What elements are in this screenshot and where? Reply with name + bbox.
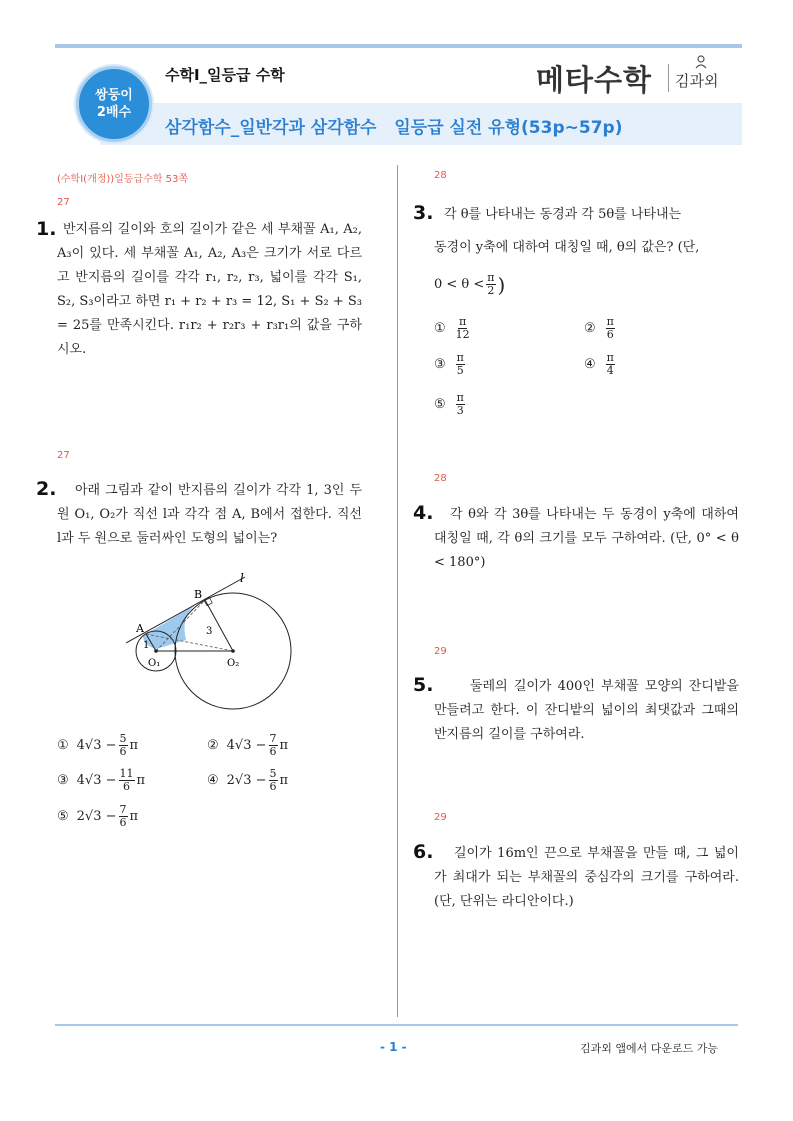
option-fraction bbox=[606, 352, 615, 377]
option-mark: ④ bbox=[207, 773, 219, 788]
meta-math-logo: 메타수학 bbox=[536, 63, 653, 97]
frac-den: 3 bbox=[456, 404, 464, 417]
frac-den: 6 bbox=[119, 816, 127, 829]
option-post: π bbox=[129, 809, 139, 824]
question-5-text: 둘레의 길이가 400인 부채꼴 모양의 잔디밭을 만들려고 한다. 이 잔디밭의 넓이의 최댓값과 그때의 반지름의 길이를 구하여라. bbox=[434, 679, 739, 742]
option-mark: ② bbox=[207, 738, 219, 753]
option-post: π bbox=[279, 773, 289, 788]
label-b: B bbox=[194, 588, 203, 601]
cond-pre: 0 < θ < bbox=[434, 277, 485, 292]
header-subtitle: 삼각함수_일반각과 삼각함수 일등급 실전 유형(53p~57p) bbox=[165, 118, 623, 138]
badge-line1: 쌍둥이 bbox=[95, 88, 133, 103]
frac-num: π bbox=[606, 351, 614, 364]
option-fraction bbox=[606, 316, 615, 341]
option-fraction bbox=[119, 733, 128, 758]
q3-option-4[interactable] bbox=[584, 352, 617, 377]
label-r2: 3 bbox=[206, 626, 213, 637]
frac-den: 6 bbox=[269, 780, 277, 793]
q2-option-1[interactable] bbox=[57, 733, 138, 758]
question-1-page: 27 bbox=[57, 197, 70, 208]
q2-option-2[interactable] bbox=[207, 733, 288, 758]
question-2-page: 27 bbox=[57, 450, 70, 461]
question-3-number: 3. bbox=[413, 202, 434, 224]
label-o1: O₁ bbox=[148, 658, 161, 669]
frac-num: π bbox=[487, 271, 495, 284]
cond-fraction bbox=[486, 272, 495, 297]
frac-num: π bbox=[456, 351, 464, 364]
page-number: - 1 - bbox=[380, 1040, 407, 1054]
option-post: π bbox=[136, 773, 146, 788]
question-2-number: 2. bbox=[36, 478, 57, 500]
question-3-text-line2: 동경이 y축에 대하여 대칭일 때, θ의 값은? (단, bbox=[434, 240, 700, 255]
question-3-condition bbox=[434, 272, 505, 297]
frac-num: 7 bbox=[119, 803, 127, 816]
question-6-page: 29 bbox=[434, 812, 447, 823]
download-note: 김과외 앱에서 다운로드 가능 bbox=[580, 1042, 719, 1055]
option-mark: ⑤ bbox=[57, 809, 69, 824]
question-1-number: 1. bbox=[36, 218, 57, 240]
q3-option-1[interactable] bbox=[434, 316, 472, 341]
option-fraction bbox=[119, 768, 135, 793]
question-5-page: 29 bbox=[434, 646, 447, 657]
logo-separator bbox=[668, 64, 669, 92]
option-post: π bbox=[279, 738, 289, 753]
frac-den: 4 bbox=[606, 364, 614, 377]
option-post: π bbox=[129, 738, 139, 753]
question-5-number: 5. bbox=[413, 674, 434, 696]
label-a: A bbox=[136, 622, 144, 635]
badge-line2: 2배수 bbox=[96, 105, 132, 120]
label-l: l bbox=[240, 571, 244, 585]
option-pre: 2√3 − bbox=[226, 773, 267, 788]
question-3-page: 28 bbox=[434, 170, 447, 181]
frac-den: 6 bbox=[269, 745, 277, 758]
two-circles-tangent-figure bbox=[118, 570, 318, 710]
option-pre: 4√3 − bbox=[76, 738, 117, 753]
q3-option-2[interactable] bbox=[584, 316, 617, 341]
q2-option-4[interactable] bbox=[207, 768, 288, 793]
point-o1 bbox=[154, 649, 158, 653]
frac-den: 5 bbox=[456, 364, 464, 377]
frac-num: π bbox=[459, 315, 467, 328]
option-pre: 4√3 − bbox=[226, 738, 267, 753]
question-2-text: 아래 그림과 같이 반지름의 길이가 각각 1, 3인 두 원 O₁, O₂가 직선 l과 각각 점 A, B에서 접한다. 직선 l과 두 원으로 둘러싸인 도형의 넓이는? bbox=[57, 483, 362, 546]
kimgwaoe-logo: 김과외 bbox=[675, 72, 719, 90]
frac-num: 5 bbox=[269, 767, 277, 780]
option-pre: 4√3 − bbox=[76, 773, 117, 788]
label-o2: O₂ bbox=[227, 658, 240, 669]
frac-den: 6 bbox=[119, 745, 127, 758]
option-mark: ① bbox=[57, 738, 69, 753]
option-fraction bbox=[269, 768, 278, 793]
header-title: 수학Ⅰ_일등급 수학 bbox=[165, 66, 285, 84]
frac-den: 6 bbox=[606, 328, 614, 341]
option-mark: ② bbox=[584, 321, 596, 336]
twin-badge bbox=[76, 66, 152, 142]
q3-option-5[interactable] bbox=[434, 392, 467, 417]
footer-line bbox=[55, 1024, 738, 1026]
question-1-text: 반지름의 길이와 호의 길이가 같은 세 부채꼴 A₁, A₂, A₃이 있다. 세 부채꼴 A₁, A₂, A₃은 크기가 서로 다르고 반지름의 길이를 각각 r₁, r₂, r₃, 넓이를 각각 S₁, S₂, S₃이라고 하면 r₁ + r₂ + r₃ = 12, S₁ + S₂ + S₃ = 25를 만족시킨다. r₁r₂ + r₂r₃ + r₃r₁의 값을 구하시오. bbox=[57, 222, 362, 357]
column-divider bbox=[397, 165, 398, 1017]
frac-den: 6 bbox=[123, 780, 131, 793]
question-3-text-line1: 각 θ를 나타내는 동경과 각 5θ를 나타내는 bbox=[444, 207, 682, 222]
frac-num: π bbox=[606, 315, 614, 328]
frac-num: 7 bbox=[269, 732, 277, 745]
person-icon bbox=[694, 55, 708, 69]
question-4-number: 4. bbox=[413, 502, 434, 524]
option-fraction bbox=[119, 804, 128, 829]
option-fraction bbox=[456, 316, 470, 341]
source-note: (수학I(개정))일등급수학 53쪽 bbox=[57, 174, 189, 185]
cond-post: ) bbox=[497, 272, 506, 297]
point-o2 bbox=[231, 649, 235, 653]
q3-option-3[interactable] bbox=[434, 352, 467, 377]
frac-num: 5 bbox=[119, 732, 127, 745]
option-fraction bbox=[456, 352, 465, 377]
question-4-text: 각 θ와 각 3θ를 나타내는 두 동경이 y축에 대하여 대칭일 때, 각 θ의 크기를 모두 구하여라. (단, 0° < θ < 180°) bbox=[434, 507, 739, 570]
q2-option-5[interactable] bbox=[57, 804, 138, 829]
option-mark: ⑤ bbox=[434, 397, 446, 412]
question-6-text: 길이가 16m인 끈으로 부채꼴을 만들 때, 그 넓이가 최대가 되는 부채꼴의 중심각의 크기를 구하여라. (단, 단위는 라디안이다.) bbox=[434, 846, 739, 909]
option-fraction bbox=[456, 392, 465, 417]
q2-option-3[interactable] bbox=[57, 768, 145, 793]
option-pre: 2√3 − bbox=[76, 809, 117, 824]
option-fraction bbox=[269, 733, 278, 758]
frac-num: π bbox=[456, 391, 464, 404]
question-6-number: 6. bbox=[413, 841, 434, 863]
frac-num: 11 bbox=[119, 767, 134, 780]
option-mark: ① bbox=[434, 321, 446, 336]
option-mark: ③ bbox=[57, 773, 69, 788]
frac-den: 12 bbox=[455, 328, 470, 341]
label-r1: 1 bbox=[143, 640, 150, 651]
question-4-page: 28 bbox=[434, 473, 447, 484]
frac-den: 2 bbox=[487, 284, 495, 297]
option-mark: ④ bbox=[584, 357, 596, 372]
option-mark: ③ bbox=[434, 357, 446, 372]
